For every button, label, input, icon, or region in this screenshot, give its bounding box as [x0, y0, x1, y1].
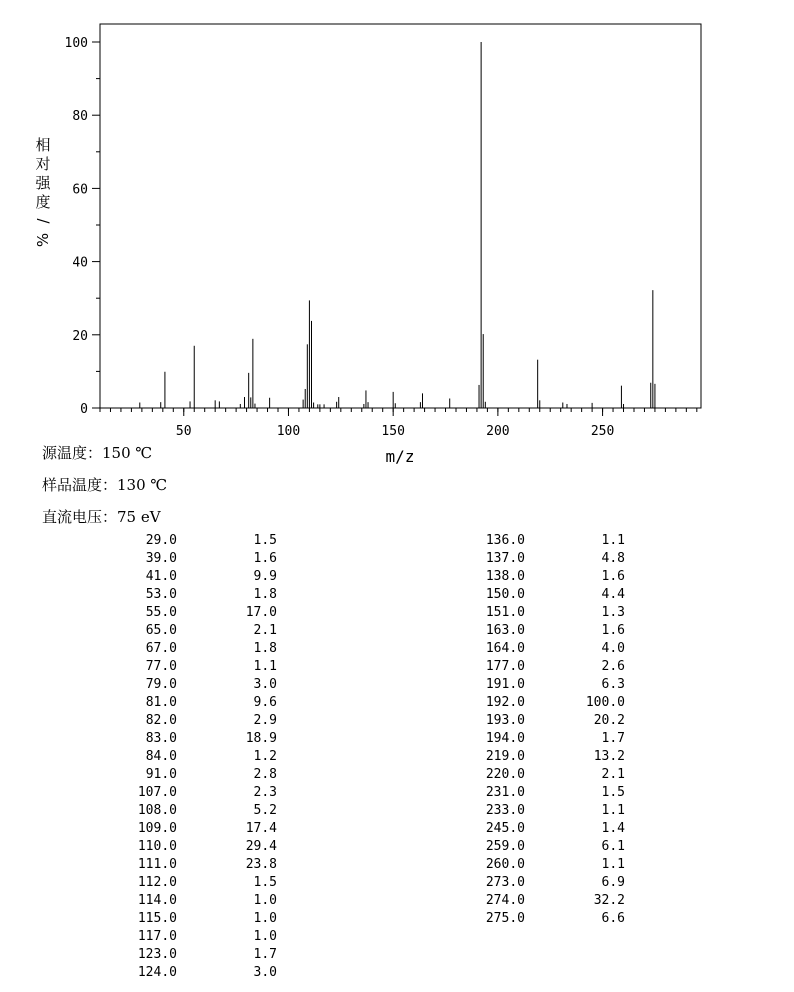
mass-spectrum-chart	[0, 0, 794, 470]
mz-value: 117.0	[137, 929, 177, 944]
mz-value: 111.0	[137, 857, 177, 872]
table-row	[470, 640, 625, 658]
table-row	[122, 532, 277, 550]
x-tick-label: 100	[276, 424, 301, 439]
table-row	[122, 874, 277, 892]
y-axis-label-char: 对	[35, 155, 51, 173]
plot-frame	[100, 24, 701, 408]
intensity-value: 6.3	[601, 677, 625, 692]
x-minor-ticks	[100, 408, 697, 412]
table-row	[122, 946, 277, 964]
table-row	[122, 820, 277, 838]
mz-value: 260.0	[485, 857, 525, 872]
y-ticks	[65, 36, 100, 417]
table-row	[122, 766, 277, 784]
intensity-value: 4.0	[601, 641, 625, 656]
y-tick-label: 80	[72, 109, 88, 125]
peak-table-left	[122, 532, 277, 982]
mz-value: 220.0	[485, 767, 525, 782]
mz-value: 84.0	[145, 749, 177, 764]
x-tick-label: 50	[175, 424, 192, 439]
table-row	[470, 748, 625, 766]
y-axis-label-char: 相	[35, 136, 51, 154]
table-row	[122, 712, 277, 730]
table-row	[122, 586, 277, 604]
intensity-value: 17.0	[245, 605, 277, 620]
table-row	[122, 604, 277, 622]
source-temperature: 源温度：150 ℃	[42, 444, 153, 462]
intensity-value: 4.4	[601, 587, 625, 602]
intensity-value: 1.3	[601, 605, 625, 620]
table-row	[122, 856, 277, 874]
table-row	[122, 784, 277, 802]
intensity-value: 100.0	[585, 695, 625, 710]
mz-value: 137.0	[485, 551, 525, 566]
table-row	[122, 622, 277, 640]
y-tick-label: 20	[72, 328, 88, 344]
table-row	[122, 838, 277, 856]
table-row	[470, 766, 625, 784]
intensity-value: 5.2	[253, 803, 277, 818]
intensity-value: 1.8	[253, 641, 277, 656]
y-axis-label-char: %	[34, 232, 52, 248]
mz-value: 177.0	[485, 659, 525, 674]
table-row	[122, 640, 277, 658]
intensity-value: 1.6	[601, 623, 625, 638]
intensity-value: 3.0	[253, 677, 277, 692]
table-row	[470, 568, 625, 586]
mz-value: 273.0	[485, 875, 525, 890]
mz-value: 79.0	[145, 677, 177, 692]
intensity-value: 13.2	[593, 749, 625, 764]
mz-value: 29.0	[145, 533, 177, 548]
table-row	[470, 550, 625, 568]
table-row	[122, 550, 277, 568]
y-tick-label: 40	[72, 255, 88, 271]
intensity-value: 1.5	[253, 533, 277, 548]
intensity-value: 20.2	[593, 713, 625, 728]
table-row	[122, 730, 277, 748]
table-row	[122, 658, 277, 676]
intensity-value: 1.0	[253, 911, 277, 926]
intensity-value: 1.6	[253, 551, 277, 566]
intensity-value: 6.1	[601, 839, 625, 854]
intensity-value: 3.0	[253, 965, 277, 980]
y-axis-label-char: /	[34, 218, 52, 224]
mz-value: 136.0	[485, 533, 525, 548]
mz-value: 231.0	[485, 785, 525, 800]
intensity-value: 1.4	[601, 821, 625, 836]
intensity-value: 1.2	[253, 749, 277, 764]
mz-value: 163.0	[485, 623, 525, 638]
intensity-value: 17.4	[245, 821, 277, 836]
mz-value: 275.0	[485, 911, 525, 926]
table-row	[122, 694, 277, 712]
table-row	[122, 802, 277, 820]
mz-value: 108.0	[137, 803, 177, 818]
mz-value: 192.0	[485, 695, 525, 710]
mz-value: 193.0	[485, 713, 525, 728]
mz-value: 233.0	[485, 803, 525, 818]
table-row	[122, 568, 277, 586]
intensity-value: 1.5	[601, 785, 625, 800]
mz-value: 124.0	[137, 965, 177, 980]
mz-value: 112.0	[137, 875, 177, 890]
mz-value: 55.0	[145, 605, 177, 620]
mz-value: 82.0	[145, 713, 177, 728]
dc-voltage: 直流电压：75 eV	[42, 508, 161, 526]
mz-value: 83.0	[145, 731, 177, 746]
mz-value: 114.0	[137, 893, 177, 908]
intensity-value: 18.9	[245, 731, 277, 746]
mz-value: 67.0	[145, 641, 177, 656]
mz-value: 77.0	[145, 659, 177, 674]
intensity-value: 1.5	[253, 875, 277, 890]
table-row	[470, 730, 625, 748]
mz-value: 65.0	[145, 623, 177, 638]
intensity-value: 9.9	[253, 569, 277, 584]
table-row	[470, 604, 625, 622]
intensity-value: 1.7	[253, 947, 277, 962]
intensity-value: 1.7	[601, 731, 625, 746]
intensity-value: 32.2	[593, 893, 625, 908]
intensity-value: 1.8	[253, 587, 277, 602]
mz-value: 150.0	[485, 587, 525, 602]
table-row	[470, 622, 625, 640]
table-row	[470, 802, 625, 820]
table-row	[470, 874, 625, 892]
mz-value: 123.0	[137, 947, 177, 962]
intensity-value: 9.6	[253, 695, 277, 710]
intensity-value: 2.1	[601, 767, 625, 782]
intensity-value: 6.9	[601, 875, 625, 890]
x-axis-label: m/z	[385, 447, 415, 466]
table-row	[122, 928, 277, 946]
mz-value: 91.0	[145, 767, 177, 782]
mz-value: 219.0	[485, 749, 525, 764]
mz-value: 164.0	[485, 641, 525, 656]
mz-value: 53.0	[145, 587, 177, 602]
table-row	[470, 586, 625, 604]
intensity-value: 1.1	[601, 857, 625, 872]
mz-value: 274.0	[485, 893, 525, 908]
table-row	[470, 676, 625, 694]
table-row	[470, 712, 625, 730]
mz-value: 115.0	[137, 911, 177, 926]
y-tick-label: 100	[64, 36, 88, 51]
intensity-value: 29.4	[245, 839, 277, 854]
mz-value: 245.0	[485, 821, 525, 836]
table-row	[470, 838, 625, 856]
table-row	[470, 784, 625, 802]
intensity-value: 23.8	[245, 857, 277, 872]
mz-value: 109.0	[137, 821, 177, 836]
intensity-value: 1.0	[253, 893, 277, 908]
table-row	[122, 910, 277, 928]
intensity-value: 1.1	[601, 533, 625, 548]
table-row	[470, 910, 625, 928]
intensity-value: 1.0	[253, 929, 277, 944]
table-row	[122, 892, 277, 910]
mz-value: 151.0	[485, 605, 525, 620]
mz-value: 81.0	[145, 695, 177, 710]
y-axis-label-char: 强	[35, 174, 51, 192]
mz-value: 191.0	[485, 677, 525, 692]
table-row	[470, 658, 625, 676]
y-tick-label: 60	[72, 182, 88, 198]
intensity-value: 6.6	[601, 911, 625, 926]
intensity-value: 2.8	[253, 767, 277, 782]
intensity-value: 4.8	[601, 551, 625, 566]
y-axis-label-char: 度	[35, 193, 51, 211]
intensity-value: 2.1	[253, 623, 277, 638]
table-row	[122, 964, 277, 982]
table-row	[122, 676, 277, 694]
mz-value: 110.0	[137, 839, 177, 854]
x-tick-label: 200	[486, 424, 510, 439]
peak-table-right	[470, 532, 625, 928]
intensity-value: 1.1	[253, 659, 277, 674]
table-row	[122, 748, 277, 766]
table-row	[470, 532, 625, 550]
sample-temperature: 样品温度：130 ℃	[42, 476, 168, 494]
spectrum-peaks	[140, 42, 655, 408]
y-axis-label	[34, 136, 52, 247]
x-major-ticks	[176, 408, 614, 439]
mz-value: 259.0	[485, 839, 525, 854]
intensity-value: 2.3	[253, 785, 277, 800]
table-row	[470, 694, 625, 712]
mz-value: 39.0	[145, 551, 177, 566]
x-tick-label: 250	[590, 424, 615, 439]
intensity-value: 2.9	[253, 713, 277, 728]
y-tick-label: 0	[80, 402, 88, 417]
x-tick-label: 150	[381, 424, 405, 439]
table-row	[470, 856, 625, 874]
mz-value: 41.0	[145, 569, 177, 584]
table-row	[470, 820, 625, 838]
mz-value: 194.0	[485, 731, 525, 746]
mz-value: 138.0	[485, 569, 525, 584]
intensity-value: 1.6	[601, 569, 625, 584]
intensity-value: 1.1	[601, 803, 625, 818]
table-row	[470, 892, 625, 910]
intensity-value: 2.6	[601, 659, 625, 674]
mz-value: 107.0	[137, 785, 177, 800]
